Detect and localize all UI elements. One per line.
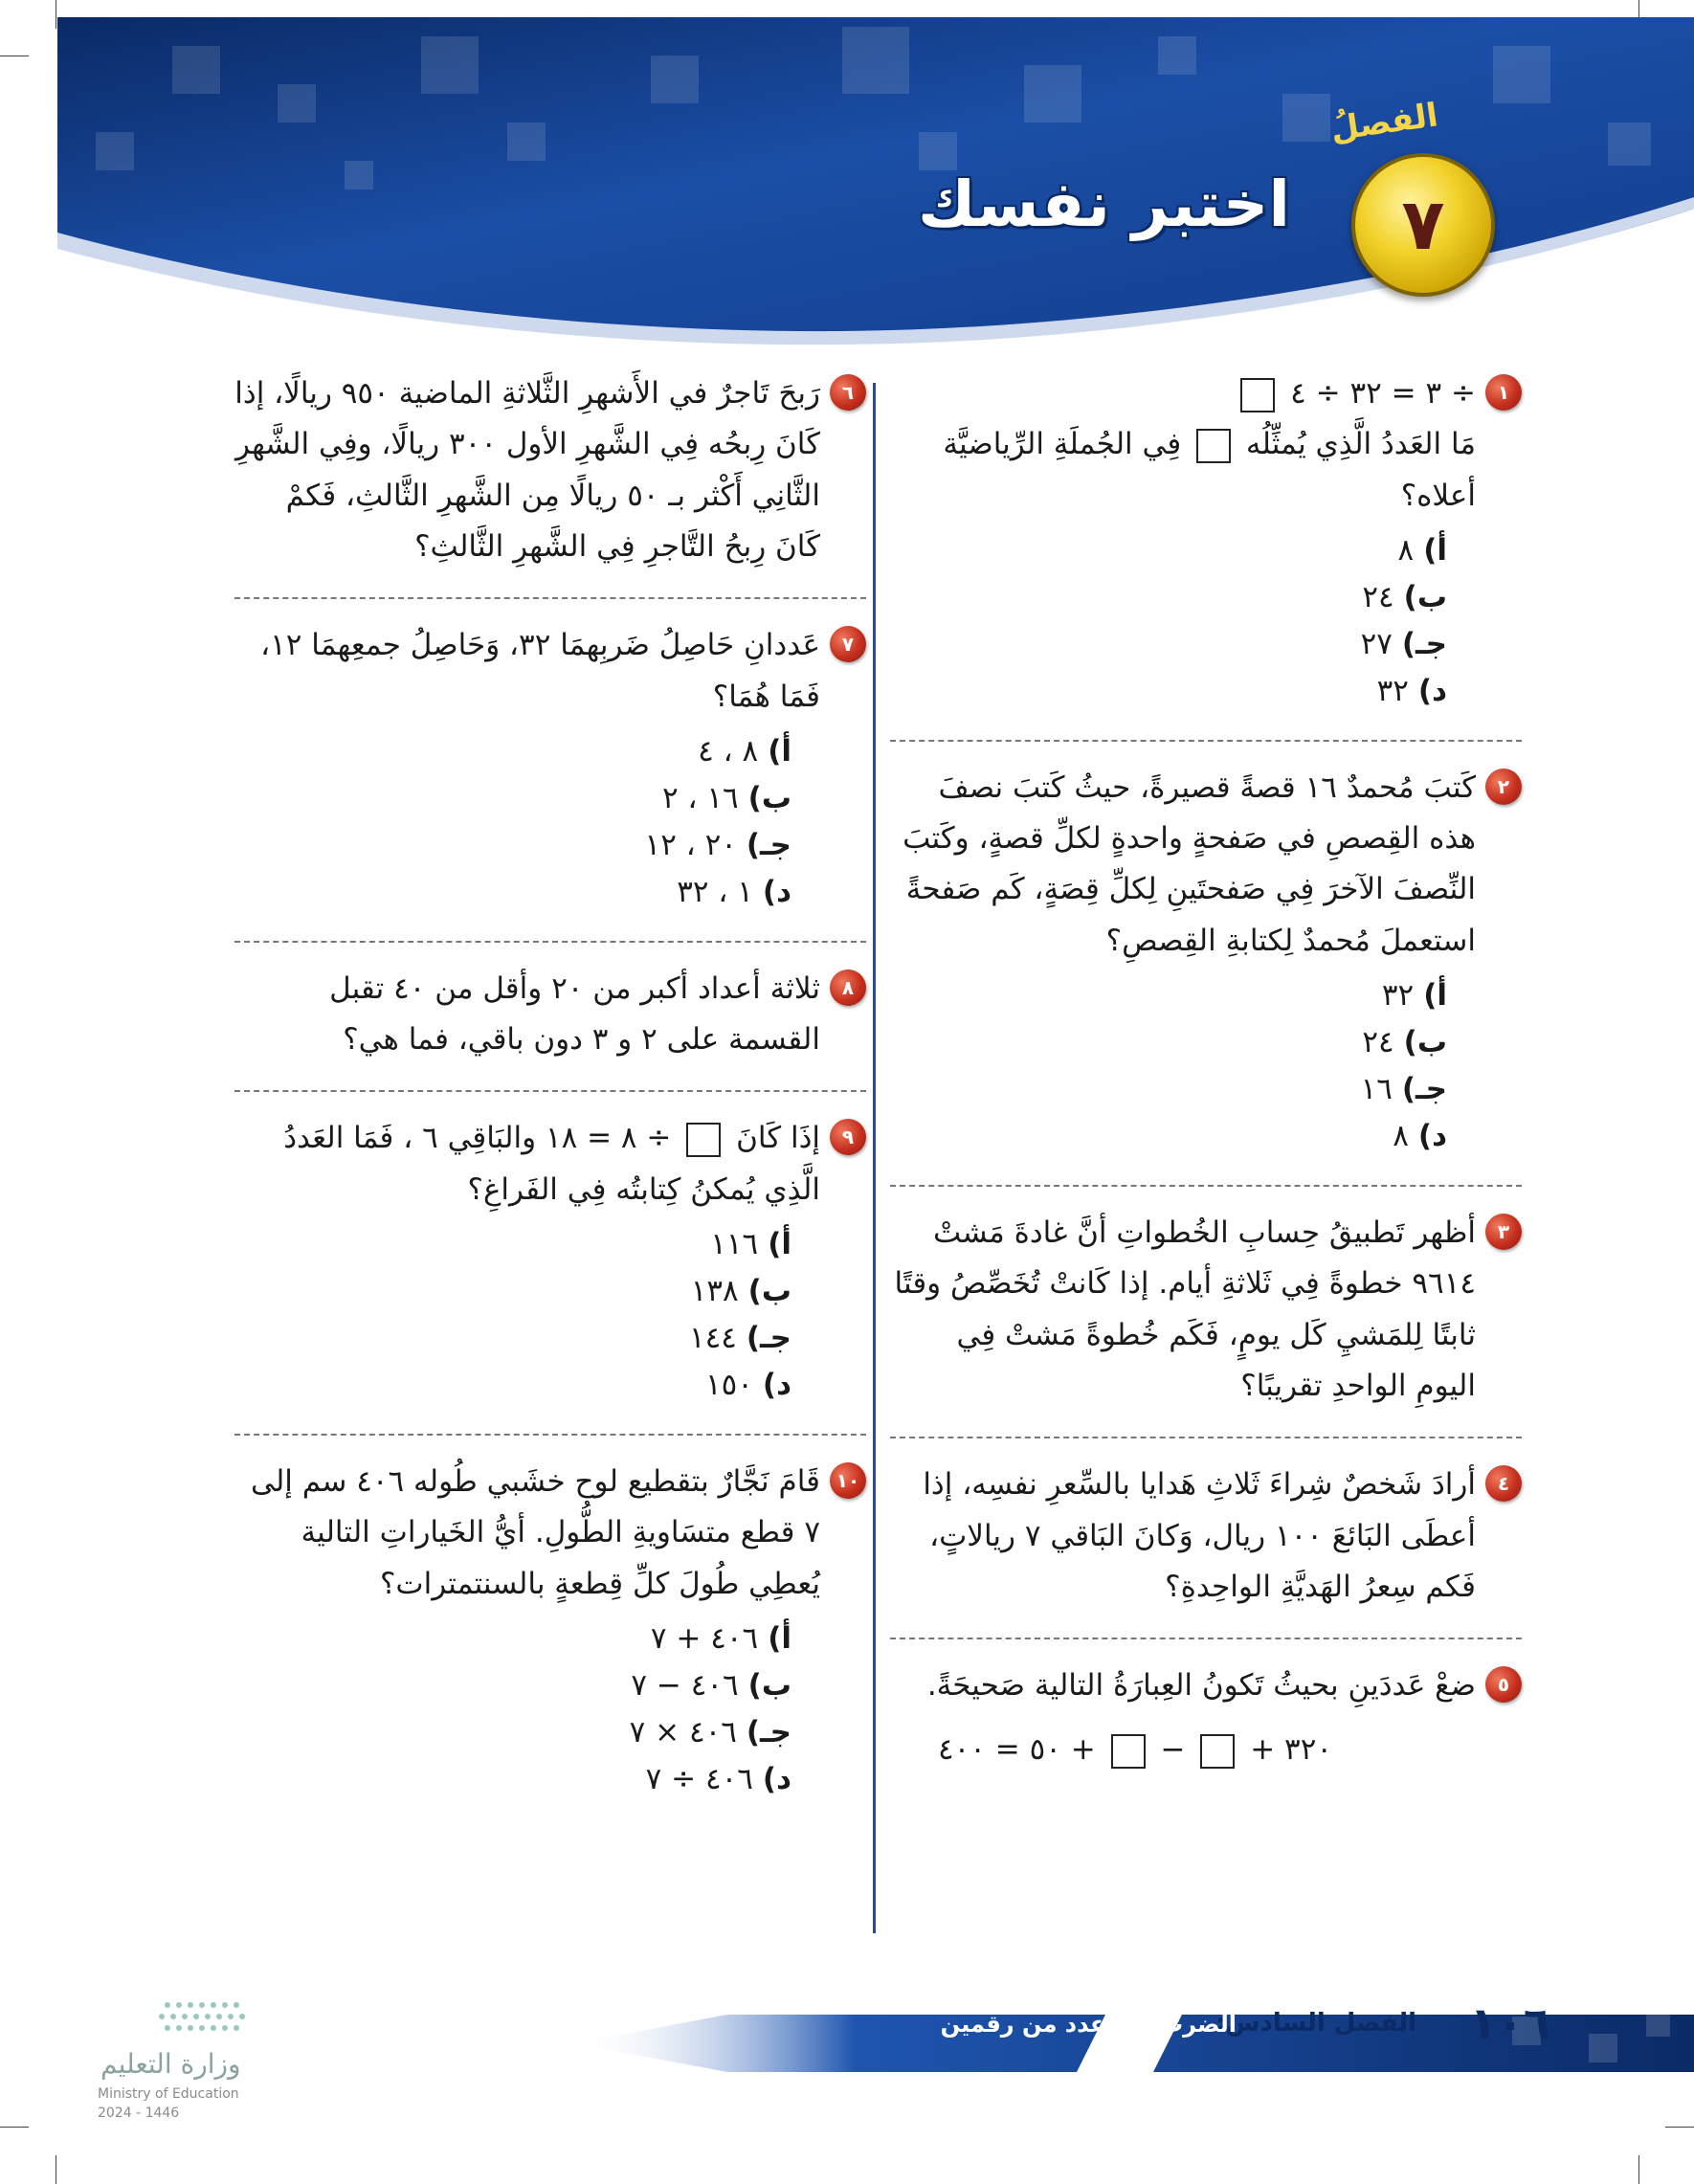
question-text: ثلاثة أعداد أكبر من ٢٠ وأقل من ٤٠ تقبل القسمة على ٢ و ٣ دون باقي، فما هي؟ bbox=[329, 970, 820, 1058]
option[interactable] bbox=[890, 574, 1447, 621]
option-value: ٨ bbox=[1397, 532, 1415, 568]
question-text-part: مَا العَددُ الَّذِي يُمثِّلُه bbox=[1245, 427, 1476, 462]
question-text: أرادَ شَخصٌ شِراءَ ثَلاثِ هَدايا بالسِّعرِ نفسِه، إذا أعطَى البَائعَ ١٠٠ ريال، وَكانَ البَاقي ٧ ريالاتٍ، فَكم سِعرُ الهَديَّةِ الواحِدةِ؟ bbox=[923, 1467, 1476, 1604]
question-text: كَتبَ مُحمدٌ ١٦ قصةً قصيرةً، حيثُ كَتبَ نصفَ هذه القِصصِ في صَفحةٍ واحدةٍ لكلِّ قصةٍ، وكَتبَ النِّصفَ الآخرَ فِي صَفحتَينِ لِكلِّ قِصَةٍ، كَم صَفحةً استعملَ مُحمدٌ لِكتابةِ القِصصِ؟ bbox=[903, 769, 1476, 958]
option-value: ١٦ ، ٢ bbox=[661, 780, 739, 815]
option-value: ١٤٤ bbox=[688, 1320, 737, 1355]
option-label: ب) bbox=[747, 1273, 791, 1308]
question-number: ٧ bbox=[830, 626, 866, 662]
divider bbox=[890, 1437, 1522, 1438]
option-value: ٢٧ bbox=[1360, 626, 1393, 661]
question-text bbox=[234, 1113, 820, 1215]
option[interactable] bbox=[234, 728, 791, 775]
options-list bbox=[890, 972, 1476, 1160]
question-number: ٤ bbox=[1485, 1465, 1522, 1502]
option[interactable] bbox=[234, 1616, 791, 1662]
question-8 bbox=[234, 964, 866, 1066]
ministry-year: 2024 - 1446 bbox=[98, 2106, 180, 2121]
footer-topic: الضرب في عدد من رقمين bbox=[940, 2011, 1237, 2038]
answer-box[interactable] bbox=[1111, 1734, 1146, 1769]
option[interactable] bbox=[890, 527, 1447, 574]
question-number: ١ bbox=[1485, 374, 1522, 411]
option-label: أ) bbox=[768, 1620, 791, 1656]
answer-box bbox=[1196, 429, 1231, 463]
question-number: ٢ bbox=[1485, 769, 1522, 805]
option-label: أ) bbox=[1423, 532, 1447, 568]
option[interactable] bbox=[234, 869, 791, 916]
question-text: أظهر تَطبيقُ حِسابِ الخُطواتِ أنَّ غادةَ مَشتْ ٩٦١٤ خطوةً فِي ثَلاثةِ أيام. إذا كَانتْ تُخَصِّصُ وقتًا ثابتًا لِلمَشيِ كَل يومٍ، فَكَم خُطوةً مَشتْ فِي اليومِ الواحدِ تقريبًا؟ bbox=[894, 1215, 1476, 1403]
question-text-part: إذَا كَانَ bbox=[736, 1121, 820, 1156]
answer-box[interactable] bbox=[686, 1123, 721, 1157]
option-label: جـ) bbox=[1401, 626, 1447, 661]
option-value: ١٦ bbox=[1360, 1072, 1393, 1106]
option-label: جـ) bbox=[1401, 1072, 1447, 1106]
crop-mark bbox=[1638, 2155, 1639, 2184]
option-label: د) bbox=[762, 1367, 791, 1402]
question-number: ٥ bbox=[1485, 1666, 1522, 1703]
option-value: ١ ، ٣٢ bbox=[677, 874, 753, 909]
question-text: رَبحَ تَاجرٌ في الأَشهرِ الثَّلاثةِ الماضية ٩٥٠ ريالًا، إذا كَانَ رِبحُه فِي الشَّهرِ الأول ٣٠٠ ريالًا، وفِي الشَّهرِ الثَّانِي أَكْثر بـ ٥٠ ريالًا مِن الشَّهرِ الثَّالثِ، فَكمْ كَانَ رِبحُ التَّاجرِ فِي الشَّهرِ الثَّالثِ؟ bbox=[234, 376, 820, 564]
divider bbox=[890, 740, 1522, 742]
option-label: جـ) bbox=[746, 827, 791, 862]
right-column bbox=[890, 368, 1522, 1776]
option[interactable] bbox=[890, 1113, 1447, 1160]
question-6 bbox=[234, 368, 866, 572]
option-value: ١١٦ bbox=[710, 1227, 759, 1261]
option-label: أ) bbox=[768, 1227, 791, 1261]
option-label: جـ) bbox=[746, 1320, 791, 1355]
ministry-name-en: Ministry of Education bbox=[98, 2086, 239, 2102]
option-label: أ) bbox=[768, 733, 791, 769]
question-7 bbox=[234, 620, 866, 916]
page-number: ١٠٦ bbox=[1469, 1997, 1550, 2049]
option-value: ٢٤ bbox=[1362, 1025, 1394, 1060]
question-text-part: ÷ ٨ = ١٨ والبَاقِي ٦ ، فَمَا العَددُ الَّذِي يُمكنُ كِتابتُه فِي الفَراغِ؟ bbox=[283, 1121, 820, 1207]
option[interactable] bbox=[890, 1066, 1447, 1113]
divider bbox=[234, 597, 866, 599]
option[interactable] bbox=[890, 1019, 1447, 1066]
question-4 bbox=[890, 1460, 1522, 1613]
equation-text: ÷ ٣ = ٣٢ ÷ ٤ bbox=[1290, 376, 1476, 411]
option-label: د) bbox=[1417, 673, 1447, 708]
options-list bbox=[890, 527, 1476, 715]
option[interactable] bbox=[234, 1315, 791, 1362]
question-5 bbox=[890, 1660, 1522, 1776]
divider bbox=[234, 1434, 866, 1436]
option[interactable] bbox=[234, 1662, 791, 1709]
divider bbox=[234, 1090, 866, 1092]
equation-part: + ٥٠ = ٤٠٠ bbox=[937, 1732, 1096, 1768]
ministry-name-ar: وزارة التعليم bbox=[100, 2048, 241, 2080]
option-label: جـ) bbox=[746, 1714, 791, 1749]
option-value: ٣٢ bbox=[1376, 673, 1409, 708]
column-divider bbox=[873, 383, 876, 1933]
option[interactable] bbox=[890, 668, 1447, 715]
fill-equation bbox=[890, 1725, 1476, 1775]
option-label: أ) bbox=[1423, 978, 1447, 1014]
option-value: ٤٠٦ + ٧ bbox=[650, 1620, 759, 1656]
question-text-part: فِي الجُملَةِ الرِّياضيَّة أعلاه؟ bbox=[943, 427, 1476, 513]
option[interactable] bbox=[234, 1756, 791, 1803]
question-10 bbox=[234, 1457, 866, 1803]
option[interactable] bbox=[234, 1221, 791, 1268]
question-2 bbox=[890, 763, 1522, 1160]
option-value: ٤٠٦ − ٧ bbox=[631, 1667, 739, 1703]
question-1 bbox=[890, 368, 1522, 715]
question-number: ٨ bbox=[830, 969, 866, 1006]
options-list bbox=[234, 728, 820, 916]
question-3 bbox=[890, 1208, 1522, 1412]
answer-box[interactable] bbox=[1240, 378, 1275, 412]
question-9 bbox=[234, 1113, 866, 1409]
options-list bbox=[234, 1616, 820, 1803]
chapter-word: الفصلُ bbox=[1327, 96, 1440, 149]
left-column bbox=[234, 368, 866, 1803]
crop-mark bbox=[0, 2127, 29, 2128]
option-label: د) bbox=[762, 1761, 791, 1796]
option-value: ٤٠٦ ÷ ٧ bbox=[645, 1761, 753, 1796]
option-value: ٤٠٦ × ٧ bbox=[629, 1714, 737, 1749]
footer-chapter: الفصل السادس: bbox=[1215, 2009, 1416, 2038]
option-value: ١٥٠ bbox=[704, 1367, 753, 1402]
option-label: د) bbox=[762, 874, 791, 909]
option-value: ٢٤ bbox=[1362, 579, 1394, 614]
equation-part: ٣٢٠ + bbox=[1250, 1732, 1332, 1768]
divider bbox=[890, 1638, 1522, 1639]
question-number: ٩ bbox=[830, 1119, 866, 1155]
option-label: ب) bbox=[747, 780, 791, 815]
page-title: اختبر نفسك bbox=[917, 167, 1290, 241]
question-number: ٦ bbox=[830, 374, 866, 411]
question-text: ضعْ عَددَينِ بحيثُ تَكونُ العِبارَةُ التالية صَحيحَةً. bbox=[926, 1668, 1476, 1704]
options-list bbox=[234, 1221, 820, 1409]
question-text bbox=[890, 419, 1476, 522]
option[interactable] bbox=[234, 775, 791, 822]
equation-part: − bbox=[1160, 1732, 1186, 1768]
option-value: ٨ ، ٤ bbox=[698, 733, 759, 769]
option-value: ٢٠ ، ١٢ bbox=[644, 827, 737, 862]
question-text: قَامَ نَجَّارٌ بتقطيع لوح خشَبي طُوله ٤٠٦ سم إلى ٧ قطع متسَاويةِ الطُّولِ. أيُّ الخَياراتِ التالية يُعطِي طُولَ كلِّ قِطعةٍ بالسنتمترات؟ bbox=[251, 1463, 820, 1601]
question-number: ٣ bbox=[1485, 1214, 1522, 1250]
chapter-number-badge: ٧ bbox=[1351, 153, 1495, 297]
option[interactable] bbox=[234, 822, 791, 869]
answer-box[interactable] bbox=[1200, 1734, 1235, 1769]
option-value: ٣٢ bbox=[1381, 978, 1415, 1014]
divider bbox=[234, 941, 866, 943]
option-label: ب) bbox=[1403, 1025, 1447, 1060]
option[interactable] bbox=[234, 1362, 791, 1409]
option[interactable] bbox=[234, 1709, 791, 1756]
divider bbox=[890, 1185, 1522, 1187]
question-equation bbox=[890, 368, 1476, 419]
option-label: ب) bbox=[747, 1667, 791, 1703]
question-number: ١٠ bbox=[830, 1462, 866, 1499]
option-value: ٨ bbox=[1393, 1118, 1409, 1153]
option-label: د) bbox=[1417, 1118, 1447, 1153]
question-text: عَددانِ حَاصِلُ ضَربِهمَا ٣٢، وَحَاصِلُ جمعِهمَا ١٢، فَمَا هُمَا؟ bbox=[260, 628, 820, 714]
option[interactable] bbox=[890, 621, 1447, 668]
option-value: ١٣٨ bbox=[690, 1273, 739, 1308]
option[interactable] bbox=[234, 1268, 791, 1315]
option[interactable] bbox=[890, 972, 1447, 1019]
crop-mark bbox=[1665, 2127, 1694, 2128]
option-label: ب) bbox=[1403, 579, 1447, 614]
